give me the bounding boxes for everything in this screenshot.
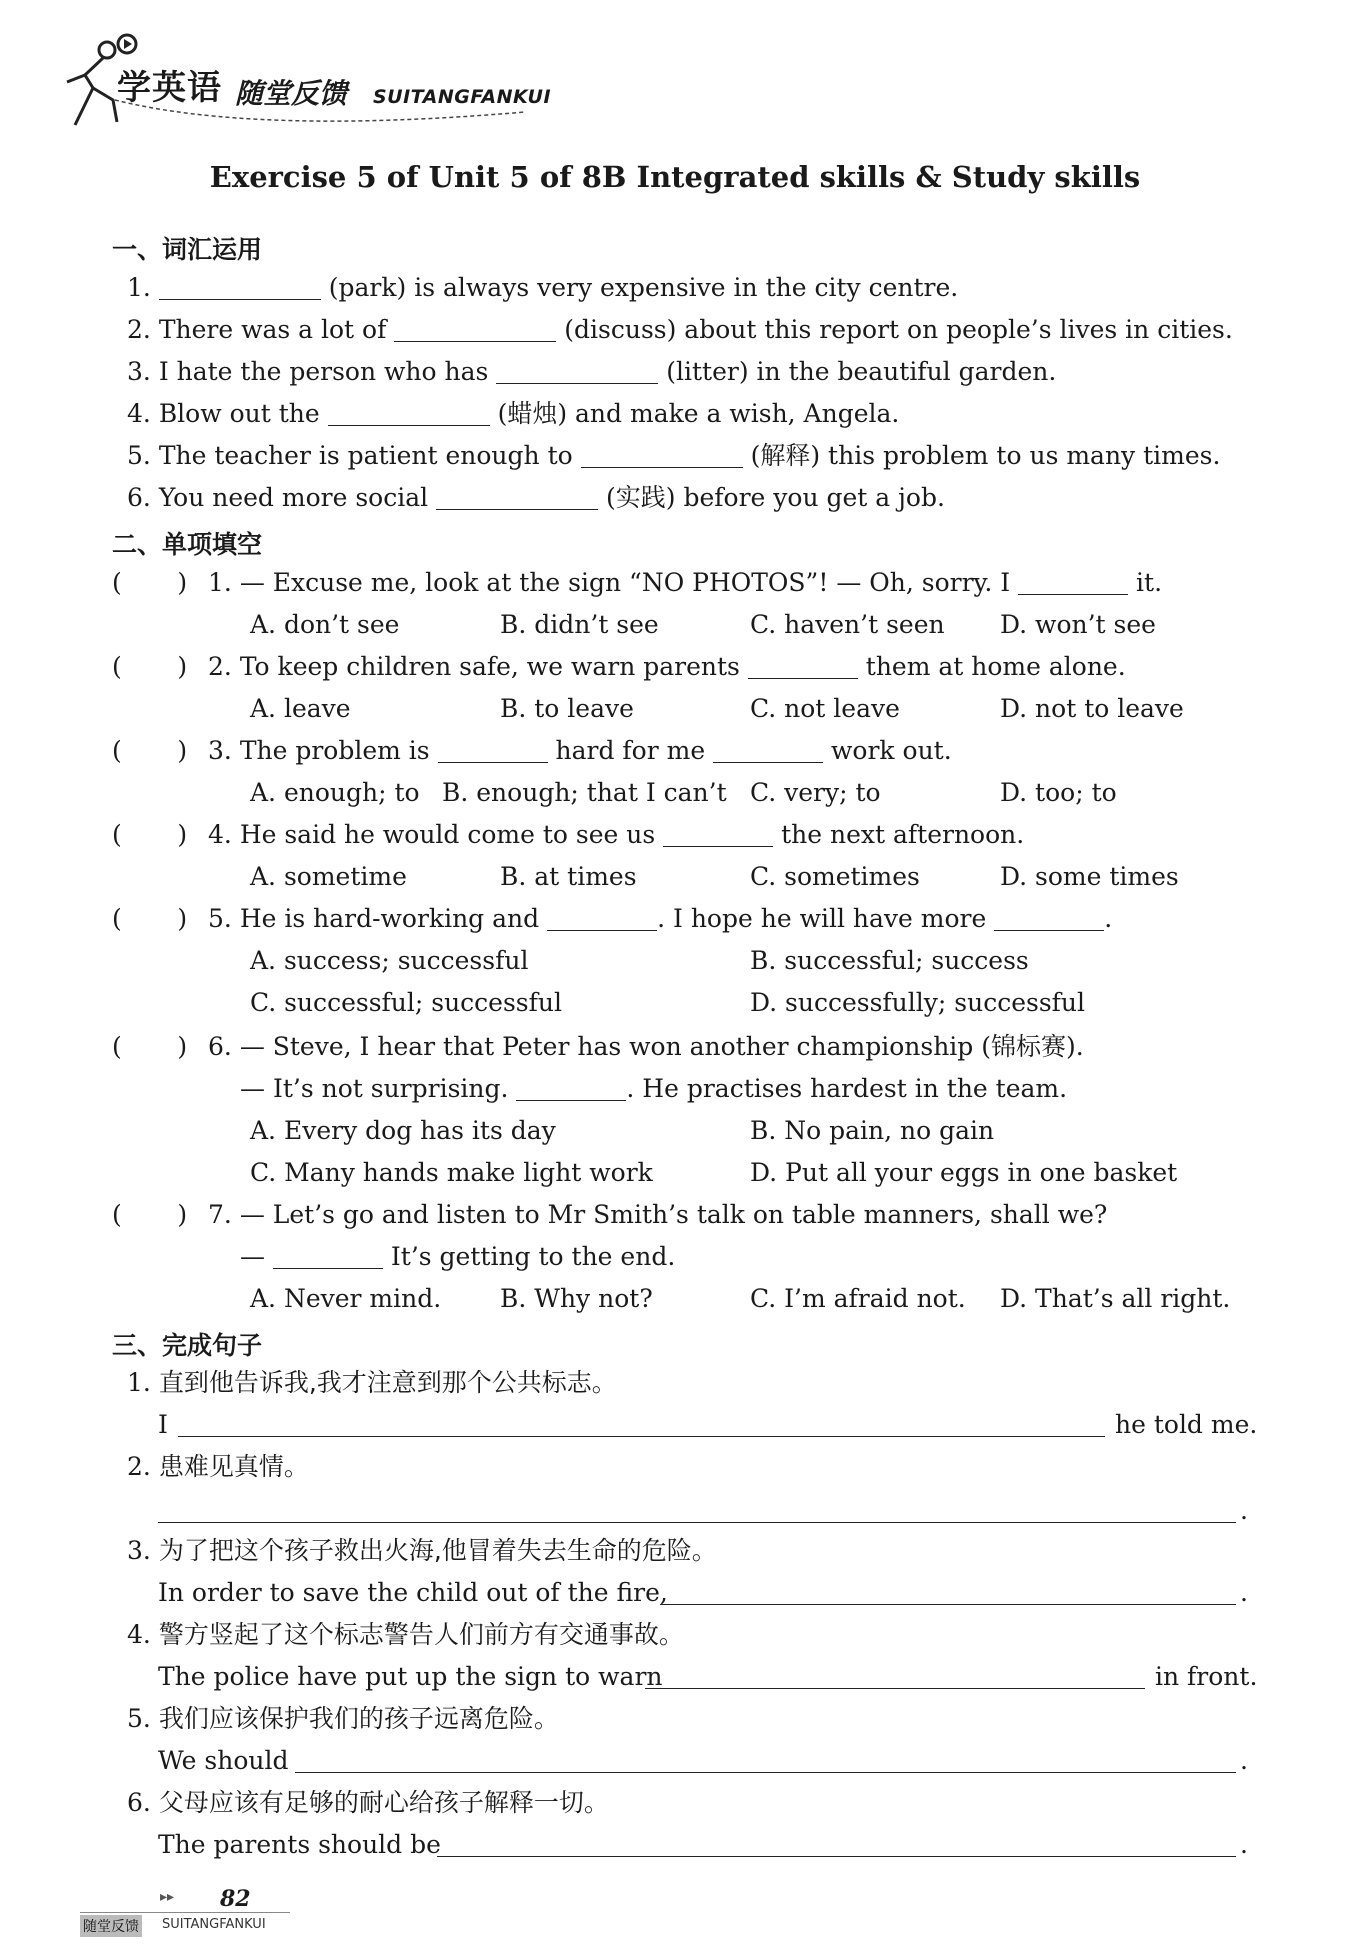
option[interactable]: A. success; successful	[250, 946, 529, 975]
option[interactable]: D. won’t see	[1000, 610, 1156, 639]
mc-question-3	[208, 734, 952, 768]
answer-blank[interactable]	[496, 357, 658, 384]
item-text: (litter) in the beautiful garden.	[666, 357, 1057, 386]
option[interactable]: A. enough; to	[250, 778, 420, 807]
item-number: 5.	[208, 904, 232, 933]
answer-blank[interactable]	[1018, 568, 1128, 595]
answer-blank[interactable]	[748, 652, 858, 679]
item-text: (park) is always very expensive in the city centre.	[328, 273, 959, 302]
answer-parentheses[interactable]: ( )	[112, 652, 188, 681]
s3-item-1-prompt	[127, 1366, 617, 1400]
answer-parentheses[interactable]: ( )	[112, 820, 188, 849]
option[interactable]: B. didn’t see	[500, 610, 659, 639]
answer-blank[interactable]	[328, 399, 490, 426]
item-text: (discuss) about this report on people’s lives in cities.	[564, 315, 1233, 344]
s3-item-3-pre: In order to save the child out of the fire,	[158, 1578, 668, 1607]
page-title: Exercise 5 of Unit 5 of 8B Integrated skills & Study skills	[209, 160, 1141, 194]
s3-item-3-prompt	[127, 1534, 717, 1568]
item-number: 4.	[127, 1620, 151, 1649]
answer-parentheses[interactable]: ( )	[112, 1200, 188, 1229]
option[interactable]: B. Why not?	[500, 1284, 653, 1313]
brand-english: SUITANGFANKUI	[373, 86, 552, 108]
s3-item-5-pre: We should	[158, 1746, 289, 1775]
chinese-prompt: 患难见真情。	[158, 1452, 309, 1481]
mc-question-5	[208, 902, 1112, 936]
item-text: . I hope he will have more	[657, 904, 987, 933]
page-number: 82	[220, 1886, 251, 1912]
item-text: It’s getting to the end.	[390, 1242, 676, 1271]
s1-item-4	[127, 397, 899, 431]
answer-blank[interactable]	[438, 736, 548, 763]
item-number: 3.	[208, 736, 232, 765]
option[interactable]: D. successfully; successful	[750, 988, 1086, 1017]
s1-item-2	[127, 313, 1233, 347]
option[interactable]: A. leave	[250, 694, 351, 723]
item-text: —	[240, 1242, 265, 1271]
option[interactable]: D. some times	[1000, 862, 1179, 891]
answer-blank[interactable]	[713, 736, 823, 763]
header-logo	[55, 30, 575, 135]
chinese-prompt: 警方竖起了这个标志警告人们前方有交通事故。	[158, 1620, 684, 1649]
item-text: . He practises hardest in the team.	[626, 1074, 1068, 1103]
s1-item-3	[127, 355, 1056, 389]
answer-parentheses[interactable]: ( )	[112, 568, 188, 597]
item-number: 2.	[208, 652, 232, 681]
answer-blank[interactable]	[547, 904, 657, 931]
option[interactable]: A. Never mind.	[250, 1284, 442, 1313]
item-text: — Steve, I hear that Peter has won another championship (锦标赛).	[239, 1032, 1084, 1061]
option[interactable]: B. successful; success	[750, 946, 1029, 975]
answer-blank[interactable]	[994, 904, 1104, 931]
item-number: 3.	[127, 357, 151, 386]
item-text: The teacher is patient enough to	[158, 441, 573, 470]
section-3-heading: 三、完成句子	[112, 1331, 263, 1360]
item-number: 1.	[127, 1368, 151, 1397]
footer-logo-cn: 随堂反馈	[80, 1915, 142, 1937]
item-number: 7.	[208, 1200, 232, 1229]
brand-chinese-sub: 随堂反馈	[235, 77, 348, 110]
item-number: 4.	[127, 399, 151, 428]
item-text: — It’s not surprising.	[240, 1074, 509, 1103]
answer-blank[interactable]	[663, 820, 773, 847]
s1-item-5	[127, 439, 1220, 473]
item-text: The problem is	[239, 736, 430, 765]
item-text: (解释) this problem to us many times.	[750, 441, 1221, 470]
option[interactable]: C. haven’t seen	[750, 610, 945, 639]
mc-question-7	[208, 1198, 1107, 1232]
option[interactable]: D. That’s all right.	[1000, 1284, 1231, 1313]
answer-blank[interactable]	[436, 483, 598, 510]
item-text: (实践) before you get a job.	[606, 483, 945, 512]
option[interactable]: D. too; to	[1000, 778, 1117, 807]
s3-item-2-post: .	[1240, 1496, 1248, 1525]
option[interactable]: C. I’m afraid not.	[750, 1284, 966, 1313]
answer-blank[interactable]	[394, 315, 556, 342]
option[interactable]: B. to leave	[500, 694, 634, 723]
chinese-prompt: 直到他告诉我,我才注意到那个公共标志。	[158, 1368, 617, 1397]
item-text: .	[1104, 904, 1113, 933]
item-text: work out.	[831, 736, 952, 765]
item-text: them at home alone.	[865, 652, 1126, 681]
mc-question-6	[208, 1030, 1084, 1064]
option[interactable]: D. not to leave	[1000, 694, 1184, 723]
answer-parentheses[interactable]: ( )	[112, 1032, 188, 1061]
item-number: 6.	[127, 483, 151, 512]
s3-item-6-post: .	[1240, 1830, 1248, 1859]
item-text: There was a lot of	[158, 315, 387, 344]
item-text: You need more social	[158, 483, 429, 512]
page-arrows-icon: ▸▸	[160, 1889, 175, 1905]
item-text: To keep children safe, we warn parents	[239, 652, 740, 681]
item-number: 5.	[127, 1704, 151, 1733]
mc-question-2	[208, 650, 1126, 684]
option[interactable]: C. Many hands make light work	[250, 1158, 653, 1187]
option[interactable]: B. enough; that I can’t	[442, 778, 727, 807]
section-1-heading: 一、词汇运用	[112, 235, 263, 264]
mc-question-7-line-2	[240, 1240, 675, 1274]
s3-item-5-prompt	[127, 1702, 559, 1736]
s3-item-6-pre: The parents should be	[158, 1830, 441, 1859]
option[interactable]: C. sometimes	[750, 862, 920, 891]
section-2-heading: 二、单项填空	[112, 530, 263, 559]
answer-blank[interactable]	[581, 441, 743, 468]
answer-parentheses[interactable]: ( )	[112, 904, 188, 933]
answer-parentheses[interactable]: ( )	[112, 736, 188, 765]
item-number: 3.	[127, 1536, 151, 1565]
item-number: 4.	[208, 820, 232, 849]
item-text: — Let’s go and listen to Mr Smith’s talk on table manners, shall we?	[239, 1200, 1108, 1229]
mc-question-1	[208, 566, 1162, 600]
item-number: 1.	[127, 273, 151, 302]
item-number: 5.	[127, 441, 151, 470]
brand-chinese: 学英语	[117, 68, 222, 108]
answer-line[interactable]	[295, 1772, 1236, 1773]
s3-item-4-prompt	[127, 1618, 684, 1652]
footer-logo	[80, 1912, 290, 1937]
option[interactable]: D. Put all your eggs in one basket	[750, 1158, 1178, 1187]
s3-item-5-post: .	[1240, 1746, 1248, 1775]
item-number: 6.	[127, 1788, 151, 1817]
item-text: Blow out the	[158, 399, 320, 428]
item-number: 1.	[208, 568, 232, 597]
option[interactable]: C. not leave	[750, 694, 900, 723]
answer-line[interactable]	[178, 1436, 1105, 1437]
answer-line[interactable]	[158, 1522, 1236, 1523]
option[interactable]: A. Every dog has its day	[250, 1116, 556, 1145]
item-text: hard for me	[555, 736, 706, 765]
s3-item-4-post: in front.	[1155, 1662, 1258, 1691]
item-text: the next afternoon.	[781, 820, 1025, 849]
item-text: He said he would come to see us	[239, 820, 656, 849]
item-text: I hate the person who has	[158, 357, 489, 386]
option[interactable]: A. sometime	[250, 862, 407, 891]
s3-item-4-pre: The police have put up the sign to warn	[158, 1662, 663, 1691]
chinese-prompt: 为了把这个孩子救出火海,他冒着失去生命的危险。	[158, 1536, 717, 1565]
option[interactable]: B. No pain, no gain	[750, 1116, 995, 1145]
mc-question-6-line-2	[240, 1072, 1067, 1106]
answer-blank[interactable]	[159, 273, 321, 300]
s3-item-2-prompt	[127, 1450, 309, 1484]
item-text: it.	[1136, 568, 1163, 597]
s3-item-6-prompt	[127, 1786, 609, 1820]
answer-blank[interactable]	[273, 1242, 383, 1269]
footer-logo-en: SUITANGFANKUI	[162, 1917, 266, 1932]
answer-line[interactable]	[660, 1604, 1236, 1605]
item-number: 6.	[208, 1032, 232, 1061]
mc-question-4	[208, 818, 1024, 852]
s1-item-1	[127, 271, 958, 305]
item-text: (蜡烛) and make a wish, Angela.	[497, 399, 900, 428]
chinese-prompt: 父母应该有足够的耐心给孩子解释一切。	[158, 1788, 609, 1817]
answer-line[interactable]	[437, 1856, 1236, 1857]
option[interactable]: A. don’t see	[250, 610, 400, 639]
item-number: 2.	[127, 1452, 151, 1481]
answer-line[interactable]	[645, 1688, 1145, 1689]
item-text: He is hard-working and	[239, 904, 540, 933]
s1-item-6	[127, 481, 945, 515]
option[interactable]: B. at times	[500, 862, 637, 891]
s3-item-1-pre: I	[158, 1410, 168, 1439]
option[interactable]: C. very; to	[750, 778, 881, 807]
option[interactable]: C. successful; successful	[250, 988, 562, 1017]
chinese-prompt: 我们应该保护我们的孩子远离危险。	[158, 1704, 559, 1733]
item-text: — Excuse me, look at the sign “NO PHOTOS”! — Oh, sorry. I	[239, 568, 1011, 597]
item-number: 2.	[127, 315, 151, 344]
s3-item-3-post: .	[1240, 1578, 1248, 1607]
answer-blank[interactable]	[516, 1074, 626, 1101]
s3-item-1-post: he told me.	[1115, 1410, 1258, 1439]
